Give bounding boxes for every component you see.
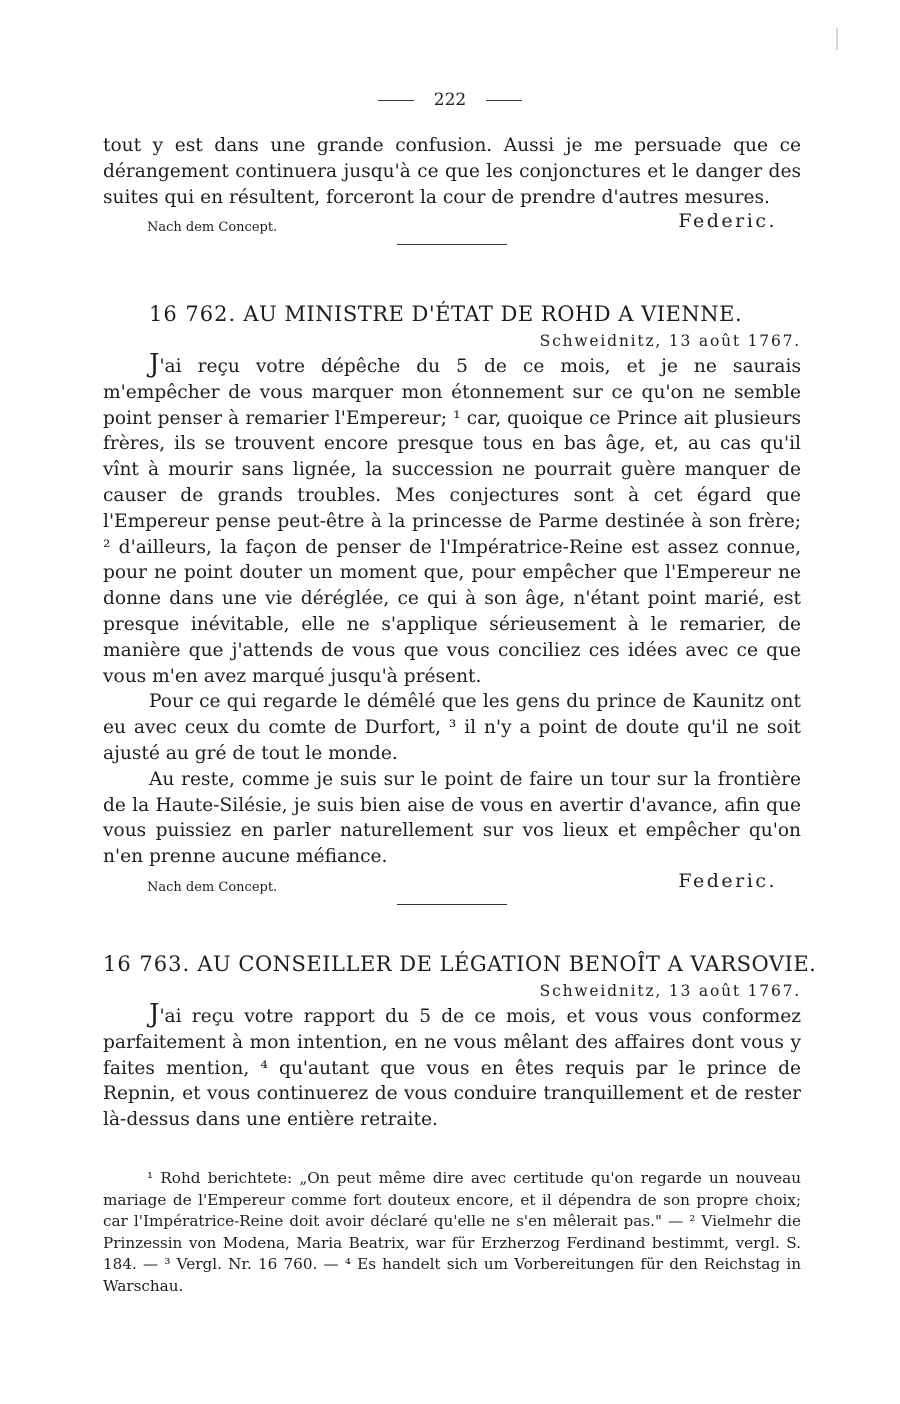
letter-title <box>103 952 817 976</box>
section-divider <box>397 904 507 905</box>
letter-dateline: Schweidnitz, 13 août 1767. <box>539 982 801 1000</box>
header-rule-left <box>378 100 414 101</box>
letter-signature-line <box>103 870 801 900</box>
letter-heading: AU CONSEILLER DE LÉGATION BENOÎT A VARSOVIE. <box>197 952 817 976</box>
header-rule-right <box>486 100 522 101</box>
letter-signature: Federic. <box>678 869 777 892</box>
letter-paragraph: Pour ce qui regarde le démêlé que les gens du prince de Kaunitz ont eu avec ceux du comte de Durfort, ³ il n'y a point de doute qu'il ne soit ajusté au gré de tout le monde. <box>103 691 801 764</box>
drop-cap: J <box>149 999 160 1029</box>
page-number: 222 <box>433 90 467 110</box>
letter-number: 16 763. <box>103 952 191 976</box>
footnotes-text: ¹ Rohd berichtete: „On peut même dire avec certitude qu'on regarde un nouveau mariage de l'Empereur comme fort douteux encore, et il dépendra de son propre choix; car l'Impératrice-Reine doit avoir déclaré qu'elle ne s'en mêlerait pas." — ² Vielmehr die Prinzessin von Modena, Maria Beatrix, war für Erzherzog Ferdinand bestimmt, vergl. S. 184. — ³ Vergl. Nr. 16 760. — ⁴ Es handelt sich um Vorbereitungen für den Reichstag in Warschau. <box>103 1169 801 1295</box>
letter-dateline: Schweidnitz, 13 août 1767. <box>539 332 801 350</box>
footnotes <box>103 1168 801 1297</box>
intro-source-note: Nach dem Concept. <box>147 220 278 236</box>
letter-heading: AU MINISTRE D'ÉTAT DE ROHD A VIENNE. <box>243 302 743 326</box>
letter-number: 16 762. <box>149 302 237 326</box>
page-header <box>0 90 900 110</box>
letter-16763 <box>103 952 817 1133</box>
scan-edge-mark <box>836 28 838 50</box>
letter-paragraph-text: 'ai reçu votre rapport du 5 de ce mois, et vous vous conformez parfaitement à mon intention, en ne vous mêlant des affaires dont vous y faites mention, ⁴ qu'autant que vous en êtes requis par le prince de Repnin, et vous continuerez de vous conduire tranquillement et de rester là-dessus dans une entière retraite. <box>103 1006 801 1131</box>
section-divider <box>397 244 507 245</box>
drop-cap: J <box>149 349 160 379</box>
intro-signature: Federic. <box>678 210 777 233</box>
letter-16762 <box>103 302 801 905</box>
letter-source-note: Nach dem Concept. <box>147 879 278 895</box>
letter-title <box>103 302 801 326</box>
letter-paragraph <box>103 349 801 689</box>
intro-section <box>103 133 801 245</box>
intro-paragraph: tout y est dans une grande confusion. Aussi je me persuade que ce dérangement continuera jusqu'à ce que les conjonctures et le danger des suites qui en résultent, forceront la cour de prendre d'autres mesures. <box>103 135 801 208</box>
letter-paragraph-text: 'ai reçu votre dépêche du 5 de ce mois, et je ne saurais m'empêcher de vous marquer mon étonnement sur ce qu'on ne semble point penser à remarier l'Empereur; ¹ car, quoique ce Prince ait plusieurs frères, ils se trouvent encore presque tous en bas âge, et, au cas qu'il vînt à mourir sans lignée, la succession ne pourrait guère manquer de causer de grands troubles. Mes conjectures sont à cet égard que l'Empereur pense peut-être à la princesse de Parme destinée à son frère; ² d'ailleurs, la façon de penser de l'Impératrice-Reine est assez connue, pour ne point douter un moment que, pour empêcher que l'Empereur ne donne dans une vie déréglée, ce qui à son âge, n'étant point marié, est presque inévitable, elle ne s'applique sérieusement à le remarier, de manière que j'attends de vous que vous conciliez ces idées avec ce que vous m'en avez marqué jusqu'à présent. <box>103 356 801 687</box>
intro-signature-line <box>103 210 801 240</box>
letter-paragraph <box>103 999 801 1133</box>
letter-paragraph: Au reste, comme je suis sur le point de faire un tour sur la frontière de la Haute-Silésie, je suis bien aise de vous en avertir d'avance, afin que vous puissiez en parler naturellement sur vos lieux et empêcher qu'on n'en prenne aucune méfiance. <box>103 768 801 868</box>
